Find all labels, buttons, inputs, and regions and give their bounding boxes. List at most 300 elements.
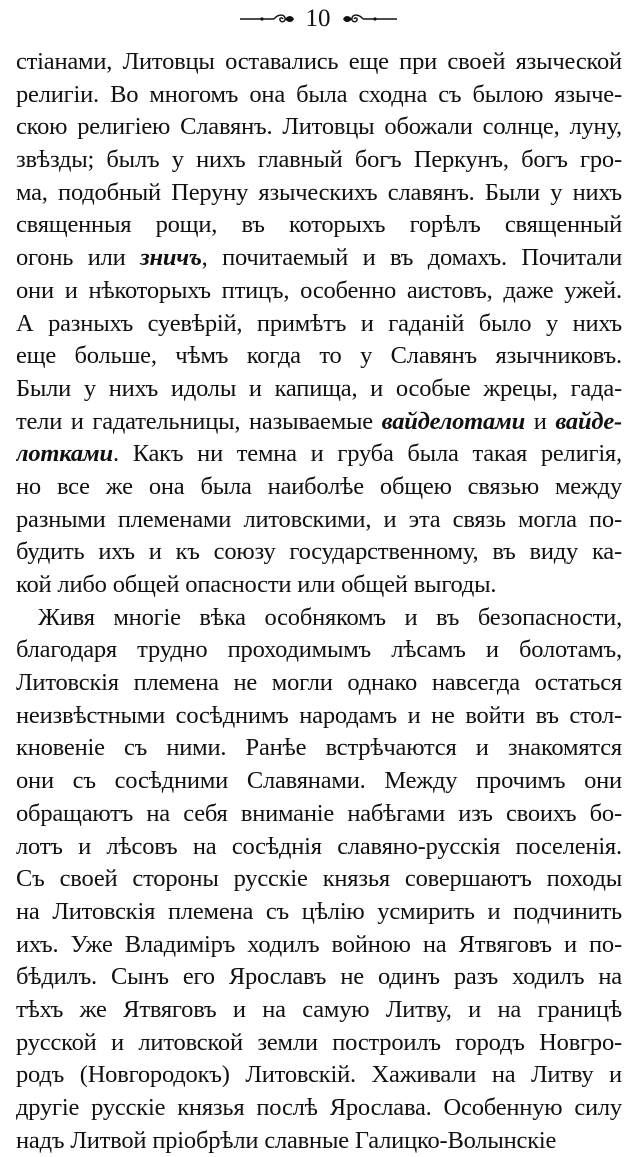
word: на [146,799,170,827]
word: въ [492,538,516,566]
word: другіе [16,1094,80,1121]
word: гаданій [388,309,465,337]
word: Живя [38,603,95,631]
word: кой [16,571,52,598]
word: союзу [213,538,276,566]
word: Литву [531,1061,594,1089]
word: разныхъ [48,309,134,337]
word: Ярослава. [329,1094,432,1121]
word: у [550,178,563,206]
text-line [16,569,622,602]
word: Сынъ [111,963,169,991]
ornament-flourish-icon [238,13,298,25]
text-line [16,863,622,896]
word: Галицко-Волынскіе [354,1126,557,1154]
word: славяно-русскія [337,832,501,860]
word: по- [589,505,622,533]
word: разными [16,505,106,533]
word: былою [472,80,544,108]
word: прочимъ [476,767,566,795]
word: Уже [70,930,113,958]
word: при [399,48,438,75]
word: подчинить [513,897,622,925]
word: къ [175,538,200,566]
word: религіи. [16,80,99,108]
word: еще [348,48,389,75]
word: же [79,995,107,1023]
word: Славянъ [390,342,477,370]
word: поселенія. [515,832,622,860]
word: съ [438,80,462,108]
word: аистовъ, [406,276,493,304]
word: и [475,734,489,762]
word: и [70,407,84,435]
word: по- [589,930,622,958]
text-line [16,634,622,667]
word: и [111,1028,124,1056]
text-line [16,209,622,242]
word: Владиміръ [124,930,236,958]
word: надъ [16,1126,65,1154]
word: многіе [113,603,181,631]
word: наиболѣе [267,472,364,500]
text-line [16,406,622,439]
word: тели [16,407,63,435]
word: религія, [540,440,622,468]
text-line [16,79,622,112]
word: могла [518,505,577,533]
word: своихъ [505,799,577,827]
word: она [249,80,286,108]
word: когда [246,342,301,370]
word: ка- [591,538,622,566]
word: одинъ [377,963,440,991]
word: пріобрѣли [152,1126,259,1154]
word: на [262,995,286,1023]
word: Новгро- [539,1028,622,1056]
word: послѣ [256,1094,318,1121]
word: племенами [117,505,232,533]
word: Во [110,80,139,108]
word: священный [504,211,622,239]
text-line [16,700,622,733]
word: на [598,963,622,991]
text-line [16,46,622,79]
word: Литовскія [52,897,156,925]
word: могли [271,669,333,697]
word: и [248,374,262,402]
word: или [297,571,336,598]
word: у [83,374,96,402]
word: нихъ [572,309,622,337]
word: и [148,538,162,566]
word: ними. [166,734,227,762]
word: гадательницы, [92,407,241,435]
text-line [16,602,622,635]
word: и [360,309,374,337]
word: съ [265,897,290,925]
text-line [16,1059,622,1092]
word: славные [264,1126,349,1154]
word: цѣлію [301,897,365,925]
word: ихъ. [16,930,59,958]
word: связью [467,472,539,500]
word: кновеніе [16,734,105,762]
word: Почитали [521,244,622,272]
text-line [16,831,622,864]
word: стол- [569,701,622,729]
word: даже [503,276,554,304]
word: себя [183,799,228,827]
word: Ятвяговъ [458,930,552,958]
word: въ [390,244,414,272]
word: они [16,767,54,795]
word: князья [322,865,390,893]
word: была [407,440,459,468]
word: славянъ. [387,178,475,206]
word: идолы [170,374,237,402]
word: не [340,963,364,991]
word: луну, [569,113,622,141]
word: и [370,374,384,402]
word: главный [257,146,343,174]
text-line [16,1125,622,1157]
word: Славянъ. [180,113,273,141]
word: язычниковъ. [495,342,622,370]
text-line [16,732,622,765]
word: и [609,1061,622,1089]
word: ма, [16,178,48,206]
word: будить [16,538,85,566]
word: русской [16,1028,97,1056]
word: виду [529,538,579,566]
word: Между [384,767,458,795]
word: языче- [554,80,622,108]
text-line [16,373,622,406]
word: либо [57,571,107,598]
word: Литовскія [16,669,119,697]
word: стороны [132,865,219,893]
word: обращаютъ [16,799,134,827]
word: горѣлъ [409,211,481,239]
word: вайде- [555,407,622,435]
word: общей [112,571,180,598]
word: она [148,472,185,500]
word: ходилъ [247,930,320,958]
word: Литвой [70,1126,147,1154]
word: и [533,407,547,435]
word: Были [16,374,72,402]
word: его [182,963,215,991]
word: особые [395,374,471,402]
word: лѣсовъ [106,832,178,860]
word: въ [535,701,559,729]
word: была [200,472,252,500]
word: темна [236,440,297,468]
text-line [16,308,622,341]
word: языческихъ [258,178,378,206]
word: сходна [358,80,428,108]
text-line [16,177,622,210]
word: жрецы, [483,374,558,402]
word: то [319,342,342,370]
text-line [16,242,622,275]
word: племена [133,669,219,697]
word: благодаря [16,636,117,664]
word: связь [452,505,506,533]
word: остаться [534,669,622,697]
text-line [16,961,622,994]
word: сосѣднія [231,832,322,860]
word: скою [16,113,68,141]
text-line [16,896,622,929]
word: обожали [384,113,473,141]
word: звѣзды; [16,146,95,174]
word: богъ [521,146,568,174]
word: вниманіе [240,799,335,827]
word: князья [177,1094,245,1121]
word: лотками. [16,440,119,468]
page-number: 10 [305,5,331,32]
word: войти [465,701,525,729]
word: ужей. [564,276,622,304]
word: и [485,636,499,664]
word: тѣхъ [16,995,64,1023]
word: Съ [16,865,45,893]
word: и [383,505,397,533]
word: общей [341,571,408,598]
word: или [87,244,126,272]
word: языческой [515,48,622,75]
text-line [16,111,622,144]
word: въ [436,603,460,631]
text-line [16,798,622,831]
word: стіанами, [16,48,113,75]
word: и [468,995,482,1023]
word: такая [472,440,528,468]
word: силу [574,1094,622,1121]
word: сосѣднимъ [175,701,289,729]
word: ни [197,440,223,468]
word: на [491,1061,516,1089]
word: общею [379,472,452,500]
word: не [233,669,258,697]
word: Литовцы [122,48,215,75]
word: Литовцы [282,113,375,141]
word: встрѣчаются [325,734,457,762]
word: вѣка [199,603,246,631]
word: особнякомъ [264,603,386,631]
word: зничъ, [140,244,208,272]
paragraph [16,46,622,602]
word: войною [331,930,411,958]
word: на [16,897,40,925]
word: птицъ, [221,276,290,304]
word: Особенную [443,1094,563,1121]
word: религіею [77,113,171,141]
word: оставались [225,48,339,75]
word: своей [447,48,506,75]
word: нихъ [572,178,622,206]
word: еще [16,342,57,370]
word: чѣмъ [175,342,229,370]
text-line [16,1027,622,1060]
text-line [16,438,622,471]
word: нѣкоторыхъ [88,276,211,304]
text-line [16,929,622,962]
ornament-flourish-icon [339,13,399,25]
word: навсегда [431,669,520,697]
word: капища, [274,374,358,402]
word: и [232,995,246,1023]
word: между [554,472,622,500]
word: же [105,472,133,500]
word: городъ [455,1028,525,1056]
text-line [16,275,622,308]
word: государственному, [289,538,479,566]
word: русскіе [233,865,308,893]
word: А [16,309,34,337]
word: знакомятся [507,734,622,762]
word: эта [408,505,441,533]
word: изъ [458,799,493,827]
word: и [563,930,577,958]
word: гро- [580,146,622,174]
word: больше, [74,342,157,370]
word: у [360,342,373,370]
text-line [16,536,622,569]
word: которыхъ [289,211,386,239]
word: Хаживали [371,1061,477,1089]
word: Литву, [385,995,452,1023]
word: и [487,897,501,925]
word: нихъ [196,146,246,174]
body-text [16,46,622,1157]
word: родъ [16,1061,65,1089]
word: груба [337,440,394,468]
word: священныя [16,211,132,239]
word: былъ [106,146,160,174]
word: Ятвяговъ [123,995,217,1023]
word: русскіе [91,1094,166,1121]
word: ходилъ [512,963,585,991]
word: вайделотами [381,407,526,435]
word: нихъ [108,374,159,402]
word: съ [123,734,148,762]
word: подобный [58,178,161,206]
paragraph [16,602,622,1157]
text-line [16,144,622,177]
word: усмирить [377,897,475,925]
word: лотъ [16,832,63,860]
word: богъ [354,146,402,174]
word: Славянами. [246,767,366,795]
word: они [16,276,54,304]
word: многомъ [149,80,239,108]
word: земли [257,1028,318,1056]
word: народамъ [299,701,397,729]
word: бо- [589,799,622,827]
word: бѣдилъ. [16,963,97,991]
word: и [407,701,421,729]
text-line [16,340,622,373]
word: Перкунъ, [413,146,509,174]
word: почитаемый [222,244,349,272]
word: на [192,832,217,860]
word: и [64,276,78,304]
word: границѣ [537,995,622,1023]
word: и [78,832,92,860]
text-line [16,504,622,537]
word: и [404,603,418,631]
word: ихъ [98,538,135,566]
text-line [16,765,622,798]
word: домахъ. [427,244,507,272]
word: особенно [300,276,397,304]
word: самую [302,995,370,1023]
text-line [16,1092,622,1125]
word: они [584,767,622,795]
word: литовской [138,1028,243,1056]
word: своей [59,865,118,893]
word: называемые [249,407,373,435]
word: Были [484,178,540,206]
word: рощи, [155,211,218,239]
word: на [422,930,447,958]
word: Ярославъ [228,963,327,991]
word: гада- [570,374,622,402]
word: проходимымъ [227,636,372,664]
word: походы [546,865,622,893]
word: у [545,309,558,337]
word: все [56,472,90,500]
word: огонь [16,244,74,272]
word: въ [241,211,265,239]
word: лѣсамъ [391,636,466,664]
word: (Новгородокъ) [79,1061,230,1089]
word: построилъ [332,1028,441,1056]
text-line [16,667,622,700]
word: выгоды. [413,571,497,598]
word: трудно [137,636,208,664]
word: примѣтъ [256,309,347,337]
word: была [296,80,348,108]
word: на [497,995,522,1023]
word: Перуну [171,178,249,206]
word: у [171,146,184,174]
word: неизвѣстными [16,701,166,729]
word: не [431,701,455,729]
word: однако [347,669,418,697]
word: безопасности, [477,603,622,631]
word: суевѣрій, [147,309,243,337]
word: съ [72,767,96,795]
word: и [362,244,376,272]
text-line [16,471,622,504]
word: но [16,472,41,500]
word: литовскими, [243,505,372,533]
word: разъ [453,963,499,991]
text-line [16,994,622,1027]
page-header [0,4,636,34]
word: Ранѣе [245,734,307,762]
word: болотамъ, [519,636,622,664]
word: и [310,440,324,468]
word: Какъ [132,440,184,468]
word: племена [167,897,254,925]
word: Литовскій. [245,1061,356,1089]
word: солнце, [482,113,560,141]
